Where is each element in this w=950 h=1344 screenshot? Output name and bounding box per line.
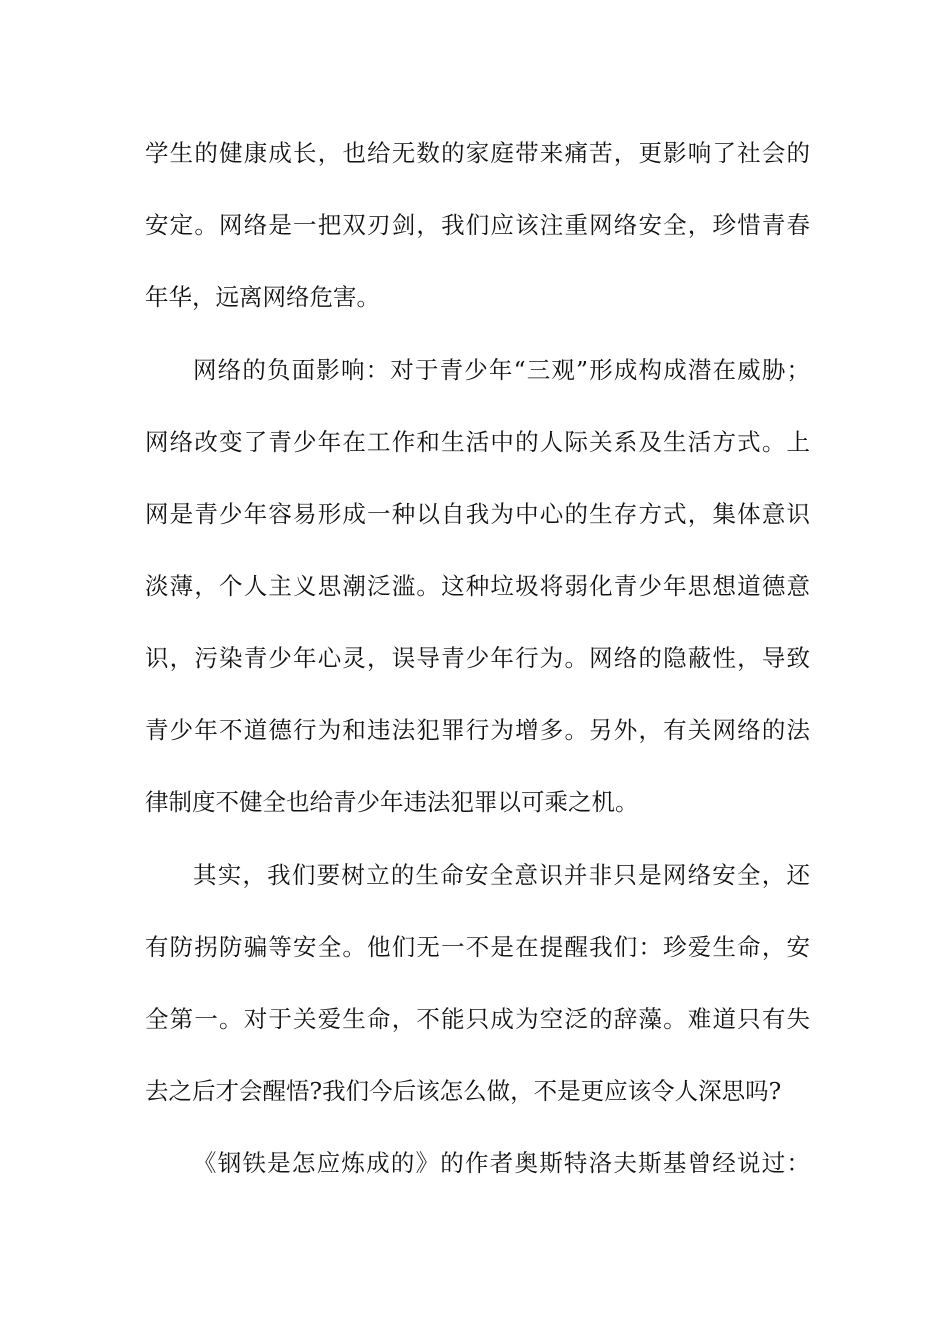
body-text-line: 有防拐防骗等安全。他们无一不是在提醒我们：珍爱生命，安 — [145, 933, 810, 961]
body-text-line: 去之后才会醒悟?我们今后该怎么做，不是更应该令人深思吗? — [145, 1077, 782, 1105]
body-text-line: 年华，远离网络危害。 — [145, 283, 380, 311]
body-text-line: 网是青少年容易形成一种以自我为中心的生存方式，集体意识 — [145, 500, 810, 528]
body-text-line: 全第一。对于关爱生命，不能只成为空泛的辞藻。难道只有失 — [145, 1005, 810, 1033]
body-text-line: 网络改变了青少年在工作和生活中的人际关系及生活方式。上 — [145, 428, 810, 456]
body-text-line: 识，污染青少年心灵，误导青少年行为。网络的隐蔽性，导致 — [145, 644, 810, 672]
body-text-line: 安定。网络是一把双刃剑，我们应该注重网络安全，珍惜青春 — [145, 211, 810, 239]
body-text-line: 青少年不道德行为和违法犯罪行为增多。另外，有关网络的法 — [145, 716, 810, 744]
body-text-line: 律制度不健全也给青少年违法犯罪以可乘之机。 — [145, 788, 639, 816]
paragraph-first-line: 《钢铁是怎应炼成的》的作者奥斯特洛夫斯基曾经说过： — [193, 1149, 810, 1177]
body-text-line: 学生的健康成长，也给无数的家庭带来痛苦，更影响了社会的 — [145, 139, 810, 167]
paragraph-first-line: 网络的负面影响：对于青少年“三观”形成构成潜在威胁； — [193, 356, 810, 384]
body-text-line: 淡薄，个人主义思潮泛滥。这种垃圾将弱化青少年思想道德意 — [145, 572, 810, 600]
paragraph-first-line: 其实，我们要树立的生命安全意识并非只是网络安全，还 — [193, 861, 810, 889]
